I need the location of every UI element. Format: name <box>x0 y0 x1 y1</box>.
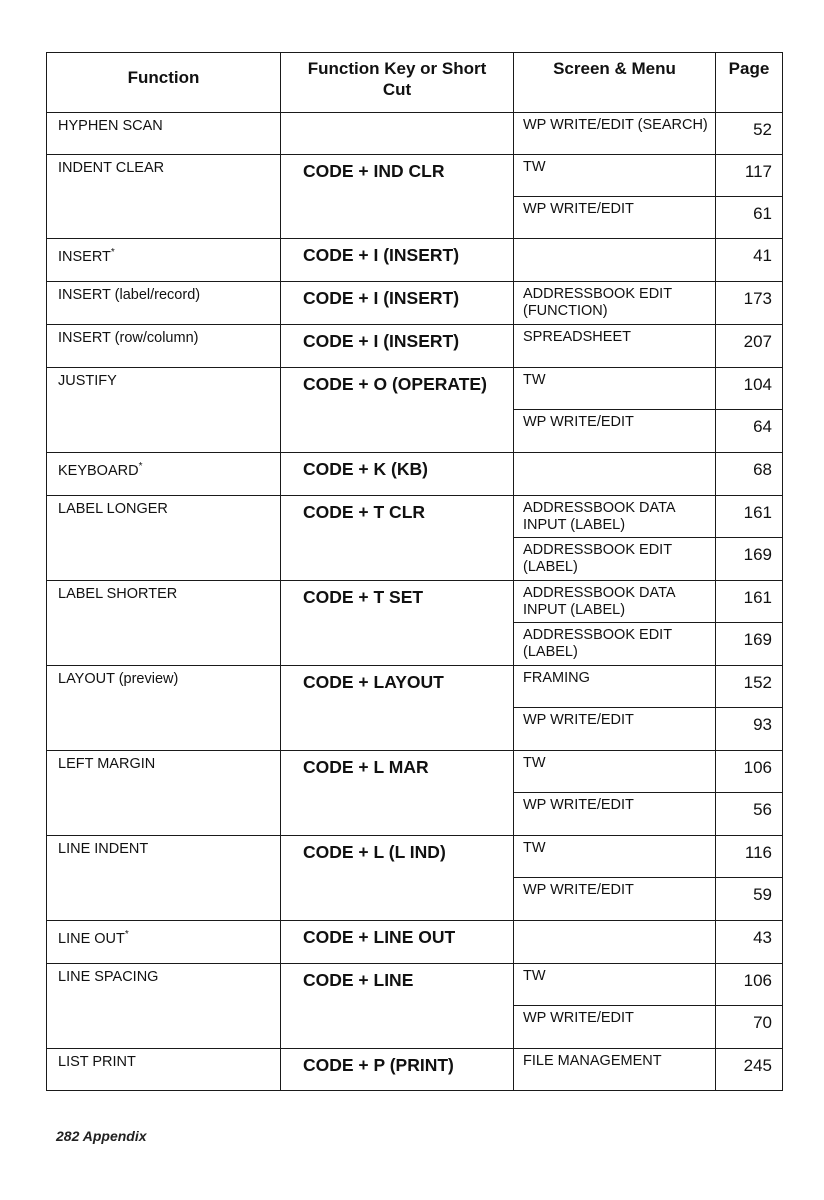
page-cell: 207 <box>716 325 783 368</box>
screen-cell: WP WRITE/EDIT (SEARCH) <box>514 113 716 155</box>
screen-cell: ADDRESSBOOK DATA INPUT (LABEL) <box>514 496 716 538</box>
screen-cell: TW <box>514 155 716 197</box>
screen-cell: FILE MANAGEMENT <box>514 1049 716 1091</box>
table-row <box>47 964 783 1006</box>
screen-cell: WP WRITE/EDIT <box>514 197 716 239</box>
function-name: KEYBOARD <box>58 463 139 479</box>
shortcut-cell: CODE + T CLR <box>281 496 514 581</box>
screen-cell: TW <box>514 368 716 410</box>
footer-section: Appendix <box>82 1128 147 1144</box>
screen-cell: TW <box>514 964 716 1006</box>
shortcut-cell: CODE + IND CLR <box>281 155 514 239</box>
shortcut-cell: CODE + L (L IND) <box>281 836 514 921</box>
table-body <box>47 113 783 1091</box>
page-cell: 41 <box>716 239 783 282</box>
shortcut-cell: CODE + P (PRINT) <box>281 1049 514 1091</box>
function-cell <box>47 751 281 836</box>
function-cell <box>47 496 281 581</box>
page-cell: 116 <box>716 836 783 878</box>
page-cell: 104 <box>716 368 783 410</box>
page-cell: 56 <box>716 793 783 836</box>
function-name: LIST PRINT <box>58 1054 136 1070</box>
screen-cell: WP WRITE/EDIT <box>514 1006 716 1049</box>
page-cell: 169 <box>716 623 783 666</box>
table-row <box>47 239 783 282</box>
footnote-asterisk: * <box>110 247 115 258</box>
shortcut-cell: CODE + LINE <box>281 964 514 1049</box>
function-cell <box>47 581 281 666</box>
function-name: INSERT <box>58 249 111 265</box>
screen-cell: TW <box>514 836 716 878</box>
shortcut-cell: CODE + L MAR <box>281 751 514 836</box>
screen-cell: FRAMING <box>514 666 716 708</box>
page-cell: 64 <box>716 410 783 453</box>
page-cell: 152 <box>716 666 783 708</box>
function-cell <box>47 836 281 921</box>
function-name: LINE SPACING <box>58 969 159 985</box>
shortcut-cell: CODE + LAYOUT <box>281 666 514 751</box>
page-cell: 161 <box>716 496 783 538</box>
screen-cell: WP WRITE/EDIT <box>514 708 716 751</box>
page-cell: 117 <box>716 155 783 197</box>
function-cell <box>47 666 281 751</box>
function-cell <box>47 964 281 1049</box>
table-row <box>47 496 783 538</box>
shortcut-cell <box>281 113 514 155</box>
table-row <box>47 113 783 155</box>
shortcut-cell: CODE + O (OPERATE) <box>281 368 514 453</box>
screen-cell <box>514 453 716 496</box>
screen-cell <box>514 921 716 964</box>
page-cell: 173 <box>716 282 783 325</box>
table-row <box>47 751 783 793</box>
table-row <box>47 368 783 410</box>
table-row <box>47 666 783 708</box>
screen-cell: WP WRITE/EDIT <box>514 878 716 921</box>
page-cell: 70 <box>716 1006 783 1049</box>
table-row <box>47 453 783 496</box>
screen-cell: SPREADSHEET <box>514 325 716 368</box>
function-name: LINE INDENT <box>58 841 149 857</box>
page-cell: 169 <box>716 538 783 581</box>
shortcut-cell: CODE + LINE OUT <box>281 921 514 964</box>
table-header <box>47 53 783 113</box>
page-cell: 245 <box>716 1049 783 1091</box>
screen-cell: ADDRESSBOOK EDIT (LABEL) <box>514 623 716 666</box>
page-cell: 61 <box>716 197 783 239</box>
header-screen: Screen & Menu <box>514 53 716 113</box>
function-cell <box>47 368 281 453</box>
screen-cell: TW <box>514 751 716 793</box>
function-cell <box>47 155 281 239</box>
table-row <box>47 581 783 623</box>
table-row <box>47 921 783 964</box>
table-row <box>47 155 783 197</box>
page-cell: 43 <box>716 921 783 964</box>
function-cell <box>47 325 281 368</box>
page-cell: 68 <box>716 453 783 496</box>
function-cell <box>47 453 281 496</box>
table-row <box>47 282 783 325</box>
header-row <box>47 53 783 113</box>
shortcut-cell: CODE + I (INSERT) <box>281 325 514 368</box>
table-row <box>47 325 783 368</box>
shortcut-cell: CODE + T SET <box>281 581 514 666</box>
page-cell: 59 <box>716 878 783 921</box>
footer-page-number: 282 <box>56 1128 80 1144</box>
table-row <box>47 836 783 878</box>
screen-cell: WP WRITE/EDIT <box>514 410 716 453</box>
page-footer <box>56 1128 147 1144</box>
function-reference-table <box>46 52 783 1091</box>
function-cell <box>47 113 281 155</box>
screen-cell <box>514 239 716 282</box>
shortcut-cell: CODE + K (KB) <box>281 453 514 496</box>
header-page: Page <box>716 53 783 113</box>
header-function: Function <box>47 53 281 113</box>
function-name: INSERT (label/record) <box>58 287 201 303</box>
screen-cell: ADDRESSBOOK EDIT (LABEL) <box>514 538 716 581</box>
footnote-asterisk: * <box>124 929 129 940</box>
page-cell: 52 <box>716 113 783 155</box>
page-cell: 161 <box>716 581 783 623</box>
shortcut-cell: CODE + I (INSERT) <box>281 282 514 325</box>
function-cell <box>47 239 281 282</box>
screen-cell: ADDRESSBOOK EDIT (FUNCTION) <box>514 282 716 325</box>
function-name: INSERT (row/column) <box>58 330 199 346</box>
header-shortcut: Function Key or Short Cut <box>281 53 514 113</box>
function-name: LINE OUT <box>58 931 125 947</box>
footnote-asterisk: * <box>138 461 143 472</box>
page-cell: 106 <box>716 964 783 1006</box>
function-name: HYPHEN SCAN <box>58 118 163 134</box>
function-cell <box>47 921 281 964</box>
screen-cell: ADDRESSBOOK DATA INPUT (LABEL) <box>514 581 716 623</box>
shortcut-cell: CODE + I (INSERT) <box>281 239 514 282</box>
function-name: INDENT CLEAR <box>58 160 165 176</box>
function-cell <box>47 282 281 325</box>
page-cell: 93 <box>716 708 783 751</box>
function-name: LABEL LONGER <box>58 501 168 517</box>
page-cell: 106 <box>716 751 783 793</box>
function-name: LABEL SHORTER <box>58 586 178 602</box>
table-row <box>47 1049 783 1091</box>
function-name: LAYOUT (preview) <box>58 671 179 687</box>
function-cell <box>47 1049 281 1091</box>
function-name: JUSTIFY <box>58 373 117 389</box>
function-name: LEFT MARGIN <box>58 756 156 772</box>
screen-cell: WP WRITE/EDIT <box>514 793 716 836</box>
